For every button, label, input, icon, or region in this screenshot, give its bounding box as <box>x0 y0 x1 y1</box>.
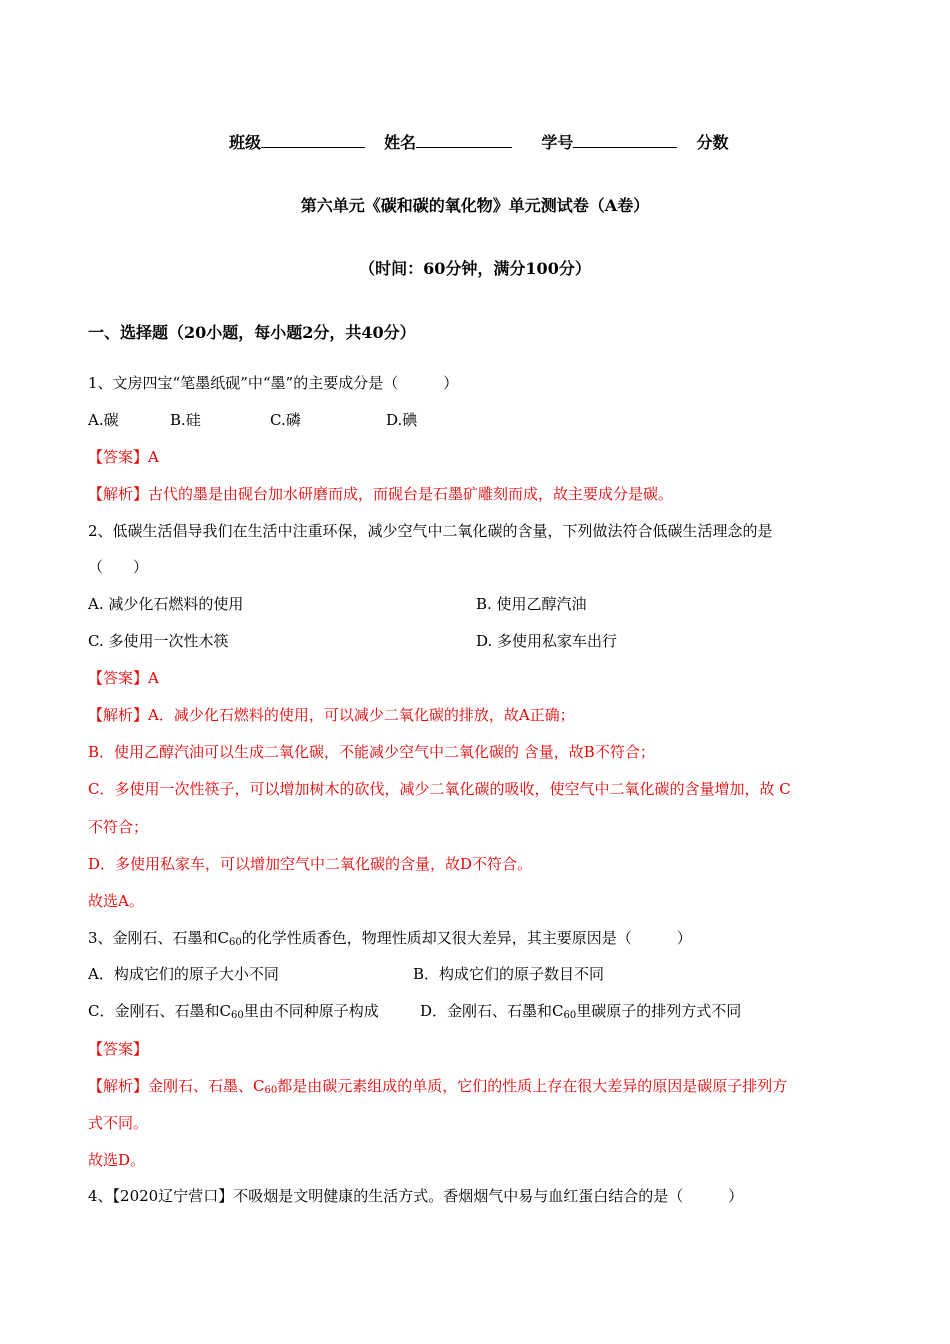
name-label: 姓名 <box>384 133 417 152</box>
section-heading: 一、选择题（20小题，每小题2分，共40分） <box>88 323 416 342</box>
question-3-option-b: B．构成它们的原子数目不同 <box>413 965 605 983</box>
student-info-line <box>229 133 729 153</box>
question-3-option-c: C．金刚石、石墨和$C_{60}$里由不同种原子构成 <box>88 1002 379 1021</box>
option-a: A.碳 <box>88 411 119 429</box>
score-label: 分数 <box>696 133 729 152</box>
question-2-analysis-line: B．使用乙醇汽油可以生成二氧化碳，不能减少空气中二氧化碳的 含量，故B不符合； <box>88 743 655 761</box>
class-label: 班级 <box>229 133 262 152</box>
page-subtitle: （时间：60分钟，满分100分） <box>359 259 591 278</box>
question-2-option-b: B. 使用乙醇汽油 <box>476 595 587 613</box>
question-3-stem: 3、金刚石、石墨和$C_{60}$的化学性质香色，物理性质却又很大差异，其主要原因是（ ） <box>88 929 692 948</box>
question-2-analysis-line: C．多使用一次性筷子，可以增加树木的砍伐，减少二氧化碳的吸收，使空气中二氧化碳的含量增加，故 C <box>88 780 791 798</box>
question-3-option-a: A．构成它们的原子大小不同 <box>88 965 279 983</box>
question-3-choice: 故选D。 <box>88 1151 146 1169</box>
name-blank[interactable] <box>416 133 512 148</box>
question-3-answer: 【答案】 <box>88 1040 149 1058</box>
question-3-analysis: 【解析】金刚石、石墨、$C_{60}$都是由碳元素组成的单质，它们的性质上存在很大差异的原因是碳原子排列方 <box>88 1077 788 1096</box>
page-title: 第六单元《碳和碳的氧化物》单元测试卷（A卷） <box>300 196 650 215</box>
option-d: D.碘 <box>386 411 418 429</box>
question-2-stem-paren: （ ） <box>88 558 149 576</box>
question-2-option-d: D. 多使用私家车出行 <box>476 632 618 650</box>
question-2-stem: 2、低碳生活倡导我们在生活中注重环保，减少空气中二氧化碳的含量，下列做法符合低碳生活理念的是 <box>88 522 773 540</box>
question-3-analysis-cont: 式不同。 <box>88 1114 149 1132</box>
question-2-analysis-line: D．多使用私家车，可以增加空气中二氧化碳的含量，故D不符合。 <box>88 855 533 873</box>
question-2-analysis-line: 【解析】A．减少化石燃料的使用，可以减少二氧化碳的排放，故A正确； <box>88 706 575 724</box>
question-2-answer: 【答案】A <box>88 669 159 687</box>
student-id-blank[interactable] <box>573 133 677 148</box>
student-id-label: 学号 <box>541 133 574 152</box>
option-b: B.硅 <box>170 411 201 429</box>
question-3-option-d: D．金刚石、石墨和$C_{60}$里碳原子的排列方式不同 <box>420 1002 742 1021</box>
question-1-analysis: 【解析】古代的墨是由砚台加水研磨而成，而砚台是石墨矿雕刻而成，故主要成分是碳。 <box>88 485 674 503</box>
option-c: C.磷 <box>270 411 301 429</box>
question-1-stem: 1、文房四宝“笔墨纸砚”中“墨”的主要成分是（ ） <box>88 374 459 392</box>
question-4-stem: 4、【2020辽宁营口】不吸烟是文明健康的生活方式。香烟烟气中易与血红蛋白结合的是（ ） <box>88 1187 744 1205</box>
question-2-choice: 故选A。 <box>88 892 144 910</box>
question-2-option-a: A. 减少化石燃料的使用 <box>88 595 244 613</box>
question-1-answer: 【答案】A <box>88 448 159 466</box>
question-1-options <box>88 410 588 430</box>
class-blank[interactable] <box>261 133 365 148</box>
question-2-option-c: C. 多使用一次性木筷 <box>88 632 229 650</box>
question-2-analysis-line: 不符合； <box>88 818 149 836</box>
